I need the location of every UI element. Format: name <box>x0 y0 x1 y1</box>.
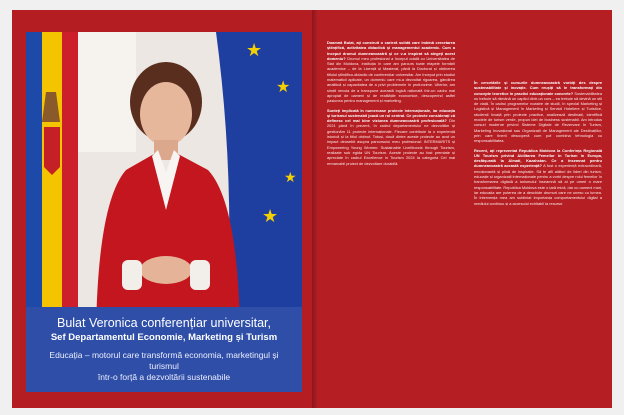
right-page <box>318 10 612 408</box>
caption-name: Bulat Veronica conferențiar universitar, <box>56 316 271 330</box>
text-column-1 <box>327 40 455 170</box>
magazine-spread <box>12 10 612 408</box>
article-paragraph <box>474 80 602 144</box>
caption-slogan-line-2: într-o forță a dezvoltării sustenabile <box>97 372 231 382</box>
interview-answer: Sustenabilitatea nu trebuie să rămână un capitol dintr-un curs – ea trebuie să devină un stil de viață. În cadrul programelor noastre de studii, în special Marketing și Logistică și Management în Marketing și Servicii Hoteliere și Turistice, studenții învață prin proiecte practice, analizează destinații, identifică modele de turism verde, propun idei de business sustenabil. Am introdus cursuri moderne privind Sisteme Digitale de Rezervare în Turism, Marketing Inovațional sau Organizații de Management ale Destinațiilor, prin care tinerii descoperă cum pot combina tehnologia cu responsabilitatea. <box>474 90 602 144</box>
caption-slogan <box>26 350 302 383</box>
interview-question: Doamnă Bulat, ați construit o carieră solidă care îmbină cercetarea științifică, activitatea didactică și managementul academic. Cum a început drumul dumneavoastră și ce v-a inspirat să alegeți acest domeniu? <box>327 40 455 61</box>
left-page <box>12 10 312 408</box>
article-paragraph <box>327 108 455 166</box>
interview-answer: Din 2021 până în prezent, în cadrul departamentului ne dezvoltăm și gestionăm 11 proiecte internaționale. Fiecare contribuie la o experiență istorică și la titlul obținut. Totuși, două dintre aceste proiecte au avut un impact deosebit asupra parcursului meu profesional: INTERMARITS și Empowering Young Women: Sustainable Livelihoods through Tourism, realizate sub egida UN Tourism. Aceste proiecte au fost premiate și apreciate în cadrul Excellence in Tourism 2024 la categoria Cel mai remarcabil proiect de dezvoltare durabilă. <box>327 118 455 166</box>
svg-text:★: ★ <box>276 77 291 96</box>
portrait-photo <box>26 32 302 392</box>
svg-text:★: ★ <box>262 206 279 227</box>
text-column-2 <box>474 80 602 210</box>
moldova-flag-icon <box>26 32 78 332</box>
interview-question: În cercetările și cursurile dumneavoastră vorbiți des despre sustenabilitate și inovație. Cum reușiți să le transformați din concepte teoretice în practici educaționale concrete? <box>474 80 602 96</box>
article-paragraph <box>327 40 455 104</box>
caption-slogan-line-1: Educația – motorul care transformă economia, marketingul și turismul <box>49 350 279 371</box>
article-paragraph <box>474 148 602 206</box>
svg-text:★: ★ <box>284 170 297 186</box>
interview-answer: Drumul meu profesional a început odată cu Universitatea de Stat din Moldova, instituția în care am parcurs toate etapele formării academice – de la Licență și Masterat, până la Doctorat și obținerea titlului științifico-didactic de conferențiar universitar. Am început prin studiul matematicii aplicate, un domeniu care mi-a dezvoltat rigoarea, gândirea analitică și capacitatea de a privi problemele în profunzime. Ulterior, am simțit nevoia de a transpune această logică rațională într-un cadru mai apropiat de oameni și de realitățile economice, descoperind astfel pasiunea pentru management și marketing. <box>327 55 455 104</box>
svg-text:★: ★ <box>246 40 263 61</box>
caption-role: Sef Departamentul Economie, Marketing și Turism <box>50 332 278 343</box>
caption-box <box>26 307 302 392</box>
interview-question: Sunteți implicată în numeroase proiecte internaționale, iar educația și turismul sustenabil joacă un rol central. Ce proiecte considerați că definesc cel mai bine viziunea dumneavoastră profesională? <box>327 107 455 124</box>
interview-question: Recent, ați reprezentat Republica Moldova la Conferința Regională UN Tourism privind Abilitarea Femeilor în Turism în Europa, desfășurată la Almati, Kazahstan. Ce a însemnat pentru dumneavoastră această experiență? <box>474 147 602 169</box>
interview-answer: A fost o experiență extraordinară, emoționantă și plină de inspirație. Să te afli alături de lideri din turism, educație și organizații internaționale pentru a vorbi despre rolul femeilor în transformarea digitală a turismului înseamnă să ai pe umeri o mare responsabilitate. Republica Moldova este o țară mică, dar cu oameni mari, iar educația are puterea de a deschide drumuri care ne unesc cu lumea. În intervenția mea am subliniat importanța comportamentului digital a mediului continuu și a accesului echitabil la resurse. <box>474 163 602 206</box>
